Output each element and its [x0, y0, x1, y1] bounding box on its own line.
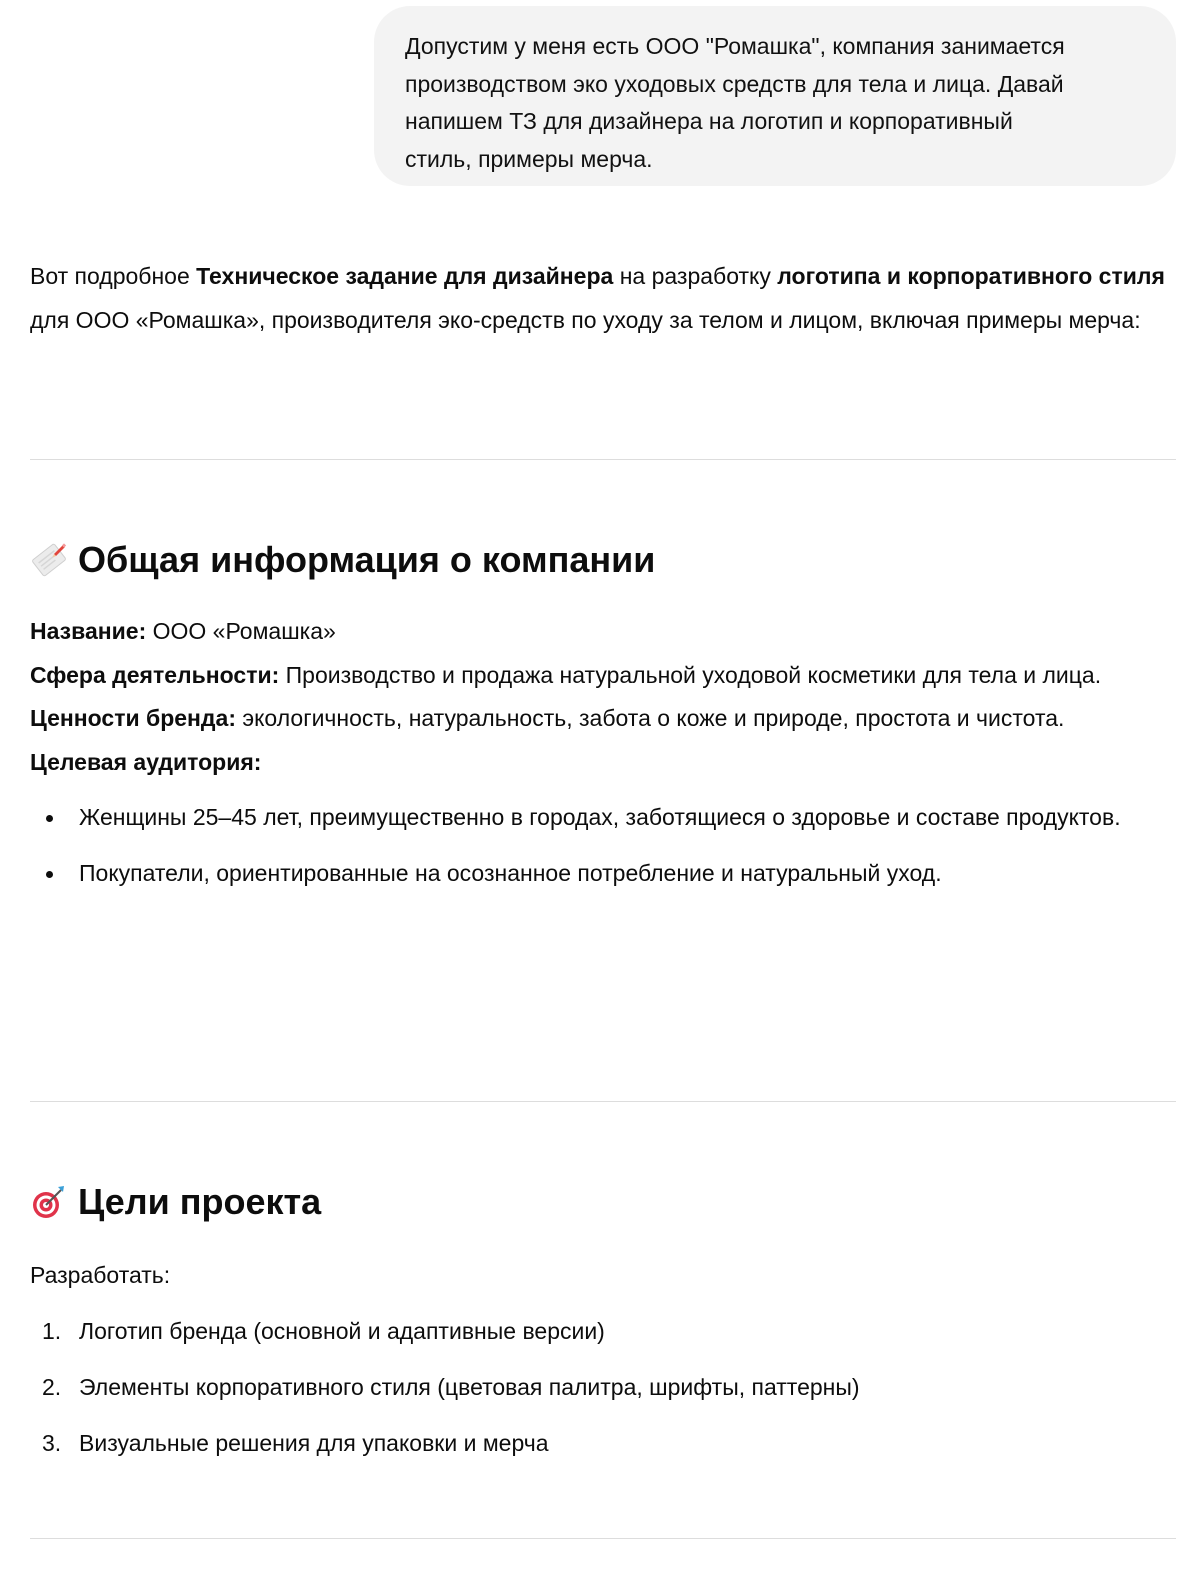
field-label: Целевая аудитория:: [30, 748, 262, 775]
field-value: экологичность, натуральность, забота о коже и природе, простота и чистота.: [235, 705, 1065, 731]
field-label: Название:: [30, 618, 147, 644]
project-goals-block: [30, 1254, 1176, 1478]
intro-paragraph: [30, 254, 1176, 342]
list-number: 2.: [42, 1373, 62, 1400]
section-divider: [30, 459, 1176, 460]
intro-text: Вот подробное: [30, 263, 197, 289]
section-title-text: Цели проекта: [78, 1181, 322, 1222]
intro-text: для ООО «Ромашка», производителя эко-средств по уходу за телом и лицом, включая примеры мерча:: [30, 307, 1141, 333]
list-item: [30, 1422, 1176, 1466]
list-number: 1.: [42, 1317, 62, 1344]
company-info-block: [30, 610, 1176, 907]
user-message-line: стиль, примеры мерча.: [405, 145, 653, 172]
list-item: [30, 1310, 1176, 1354]
intro-bold-text: Техническое задание для дизайнера: [196, 263, 614, 289]
section-title-company-info: [30, 538, 655, 582]
list-item: [30, 1366, 1176, 1410]
assistant-response-intro: [30, 254, 1176, 342]
user-message-line: напишем ТЗ для дизайнера на логотип и корпоративный: [405, 108, 1013, 134]
list-number: 3.: [42, 1429, 62, 1456]
intro-bold-text: логотипа и корпоративного стиля: [777, 263, 1165, 289]
list-item-text: Покупатели, ориентированные на осознанное потребление и натуральный уход.: [79, 859, 942, 886]
memo-icon: [30, 541, 68, 579]
target-icon: [30, 1183, 68, 1221]
user-message-line: Допустим у меня есть ООО "Ромашка", компания занимается: [405, 33, 1065, 59]
goals-list: [30, 1310, 1176, 1466]
list-item: [30, 852, 1176, 896]
user-message-line: производством эко уходовых средств для тела и лица. Давай: [405, 70, 1064, 97]
field-value: ООО «Ромашка»: [146, 618, 336, 644]
intro-text: на разработку: [613, 263, 778, 289]
goals-lead: Разработать:: [30, 1262, 171, 1288]
section-divider: [30, 1101, 1176, 1102]
audience-list: [30, 796, 1176, 895]
list-item-text: Визуальные решения для упаковки и мерча: [79, 1429, 549, 1456]
list-item-text: Логотип бренда (основной и адаптивные версии): [79, 1317, 605, 1344]
company-field-line: [30, 654, 1176, 698]
list-item-text: Элементы корпоративного стиля (цветовая палитра, шрифты, паттерны): [79, 1373, 860, 1400]
section-title-text: Общая информация о компании: [78, 539, 656, 580]
list-item-text: Женщины 25–45 лет, преимущественно в городах, заботящиеся о здоровье и составе продуктов.: [79, 804, 1121, 830]
list-item: [30, 796, 1176, 840]
bullet-dot: [46, 815, 53, 822]
section-divider: [30, 1538, 1176, 1539]
field-value: Производство и продажа натуральной уходовой косметики для тела и лица.: [279, 661, 1102, 688]
field-label: Ценности бренда:: [30, 705, 236, 731]
audience-label-line: [30, 741, 1176, 785]
section-title-project-goals: [30, 1180, 321, 1224]
brand-values-line: [30, 697, 1176, 741]
bullet-dot: [46, 871, 53, 878]
user-message-bubble: [374, 6, 1176, 186]
company-name-line: [30, 610, 1176, 654]
field-label: Сфера деятельности:: [30, 661, 280, 688]
